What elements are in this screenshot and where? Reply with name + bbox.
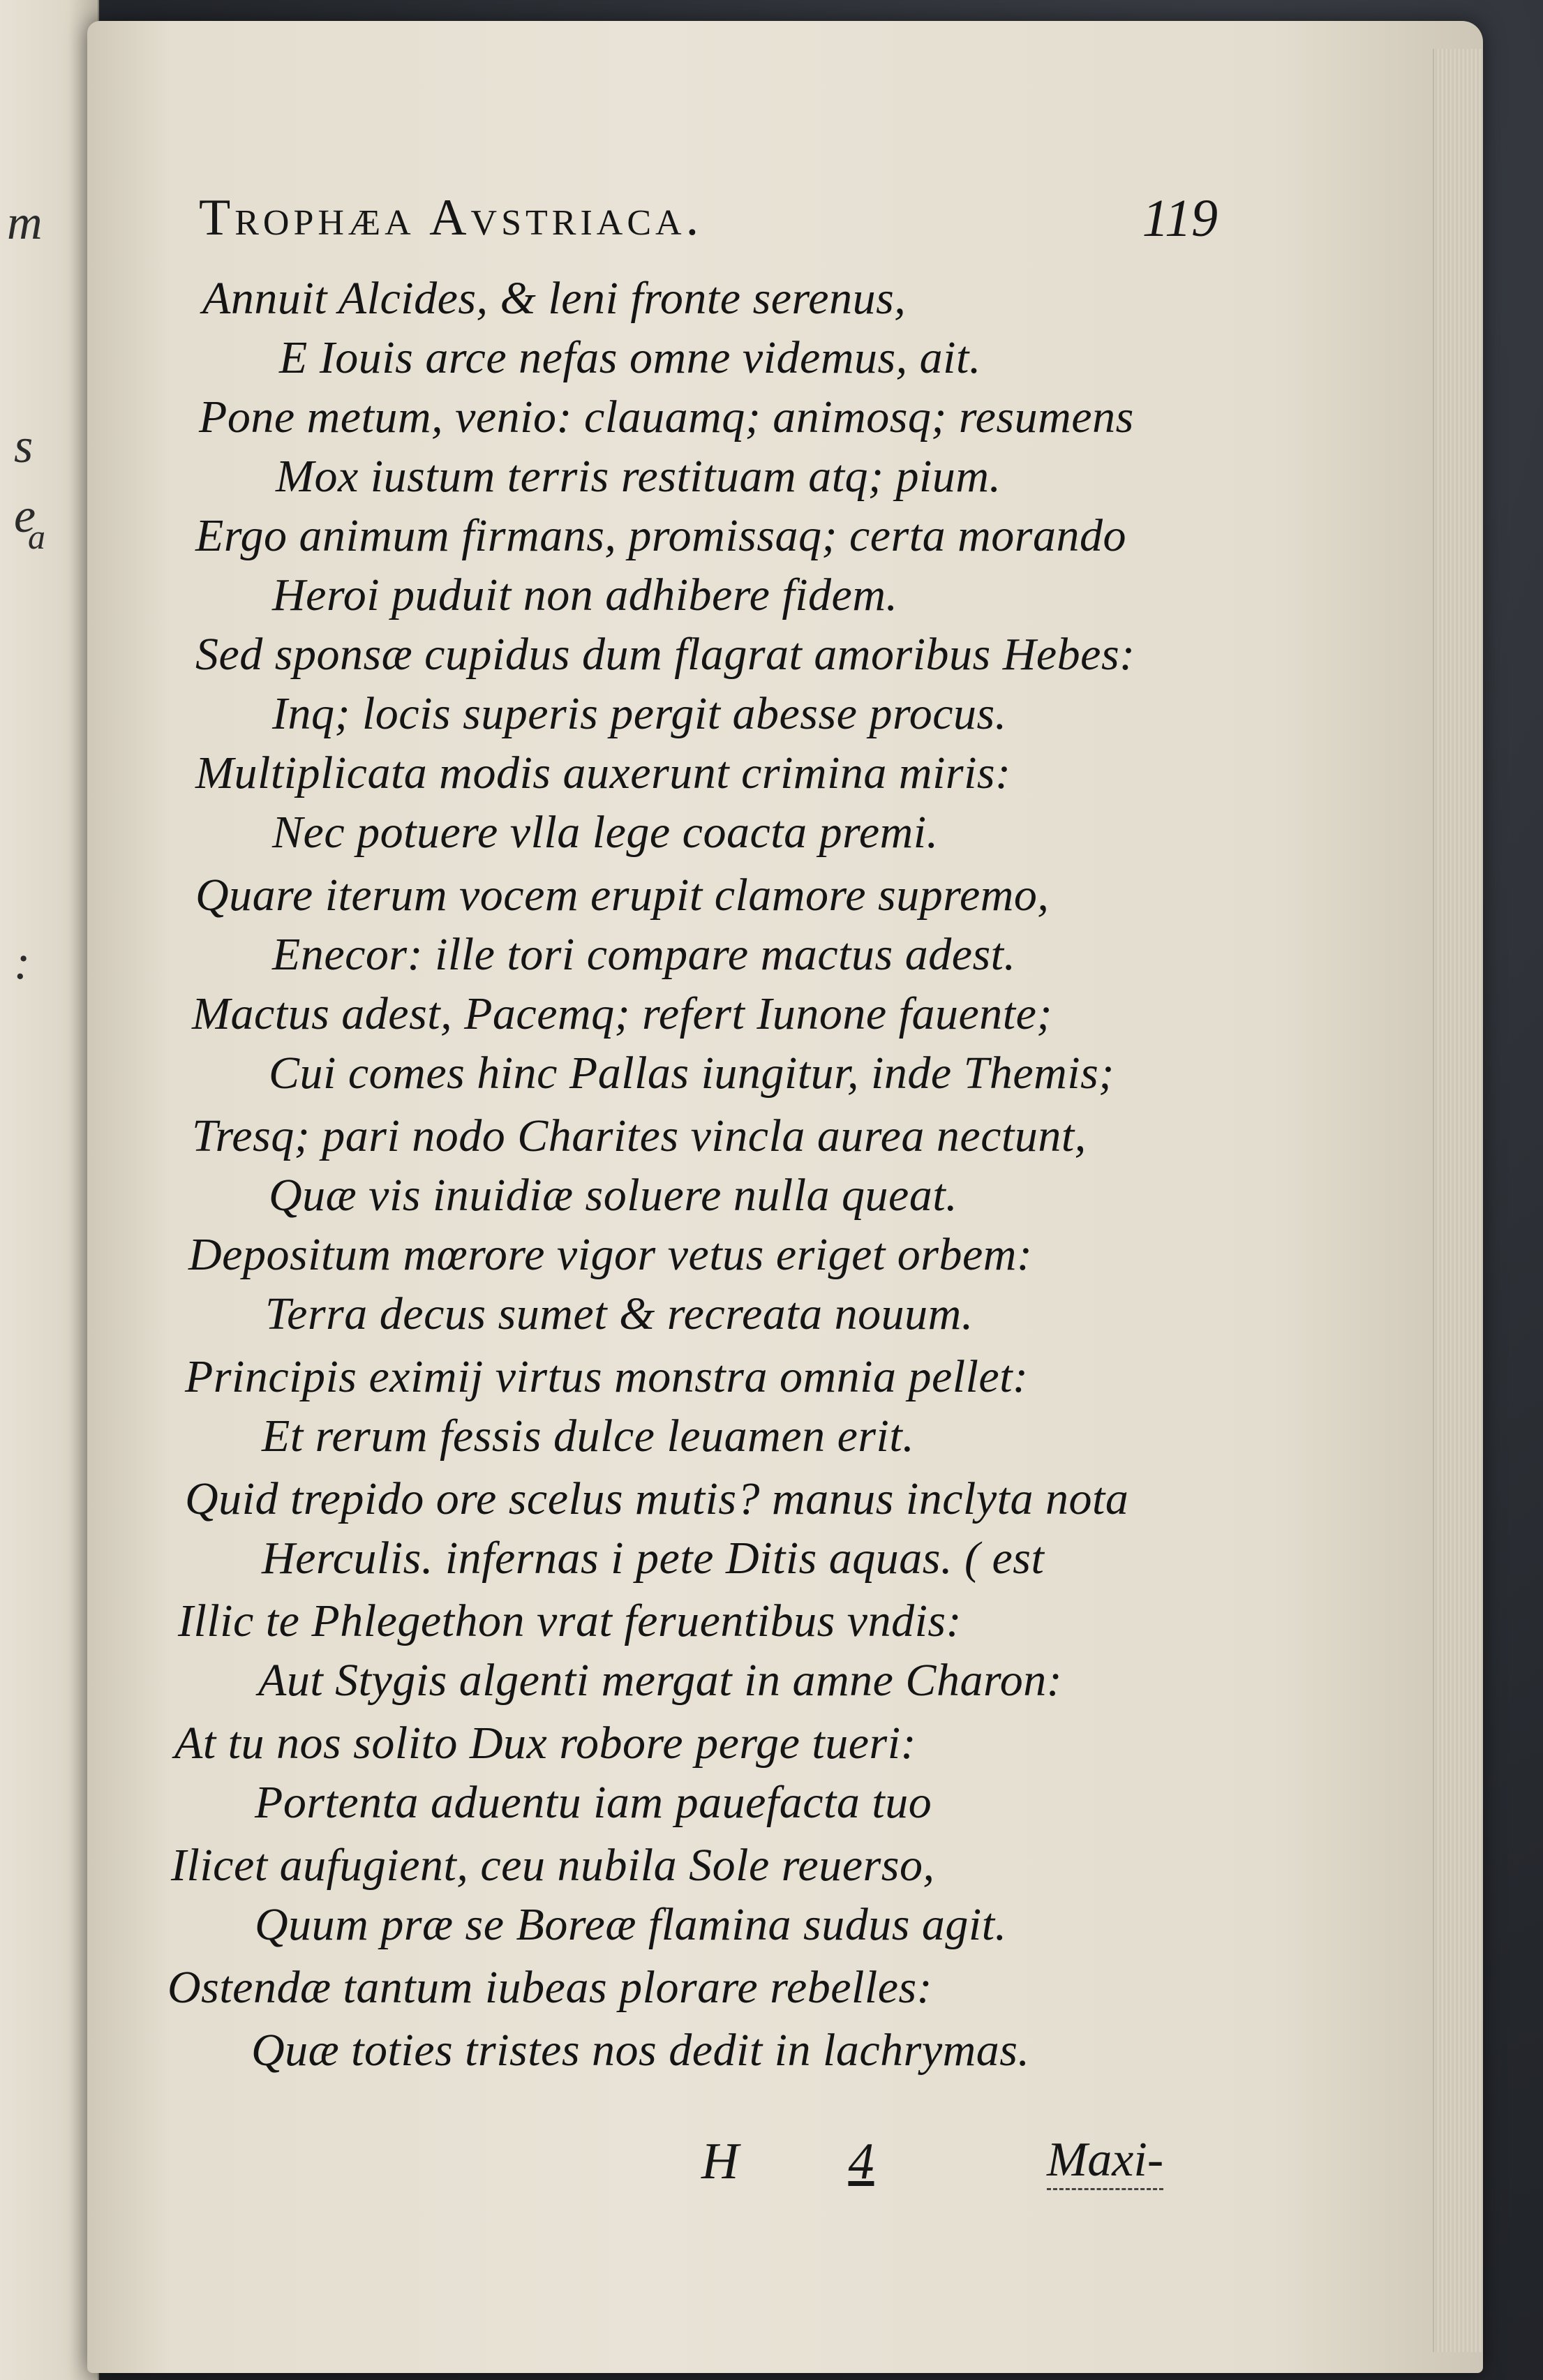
verse-line: Ilicet aufugient, ceu nubila Sole reuerso,	[171, 1840, 935, 1891]
verse-line: Cui comes hinc Pallas iungitur, inde Themis;	[269, 1048, 1115, 1099]
verse-line: Terra decus sumet & recreata nouum.	[265, 1288, 974, 1339]
verse-line: Et rerum fessis dulce leuamen erit.	[262, 1411, 915, 1462]
verse-line: Ostendæ tantum iubeas plorare rebelles:	[167, 1962, 933, 2013]
page-number: 119	[1142, 189, 1218, 248]
verse-line: Quæ vis inuidiæ soluere nulla queat.	[269, 1170, 958, 1221]
verse-line: At tu nos solito Dux robore perge tueri:	[174, 1718, 917, 1769]
verse-line: Quæ toties tristes nos dedit in lachrymas.	[251, 2025, 1030, 2076]
left-fragment: s	[14, 419, 33, 473]
left-fragment: m	[7, 196, 43, 250]
running-title: Trophæa Avstriaca.	[199, 189, 703, 246]
verse-line: Portenta aduentu iam pauefacta tuo	[255, 1777, 932, 1828]
catchword: Maxi-	[1047, 2132, 1163, 2190]
verse-line: Nec potuere vlla lege coacta premi.	[272, 807, 939, 858]
verse-line: Quid trepido ore scelus mutis? manus inclyta nota	[185, 1473, 1129, 1524]
verse-line: Annuit Alcides, & leni fronte serenus,	[202, 273, 907, 324]
left-fragment: e	[14, 489, 36, 543]
verse-line: Tresq; pari nodo Charites vincla aurea nectunt,	[192, 1110, 1087, 1161]
verse-line: Principis eximij virtus monstra omnia pellet:	[185, 1351, 1029, 1402]
left-fragment: :	[14, 936, 31, 990]
verse-line: Quare iterum vocem erupit clamore supremo,	[195, 870, 1050, 921]
signature-mark	[701, 2132, 874, 2192]
verse-line: Illic te Phlegethon vrat feruentibus vndis:	[178, 1596, 962, 1646]
signature-letter: H	[701, 2133, 739, 2190]
verse-line: Heroi puduit non adhibere fidem.	[272, 570, 898, 620]
verse-line: Multiplicata modis auxerunt crimina miris:	[195, 748, 1011, 798]
verse-line: Quum præ se Boreæ flamina sudus agit.	[255, 1899, 1007, 1950]
verse-line: E Iouis arce nefas omne videmus, ait.	[279, 332, 981, 383]
verse-line: Depositum mœrore vigor vetus eriget orbem:	[188, 1229, 1033, 1280]
verse-line: Inq; locis superis pergit abesse procus.	[272, 688, 1007, 739]
verse-line: Aut Stygis algenti mergat in amne Charon:	[258, 1655, 1063, 1706]
verse-line: Pone metum, venio: clauamq; animosq; resumens	[199, 392, 1134, 442]
verse-line: Enecor: ille tori compare mactus adest.	[272, 929, 1016, 980]
verse-line: Ergo animum firmans, promissaq; certa morando	[195, 510, 1126, 561]
verse-line: Mox iustum terris restituam atq; pium.	[276, 451, 1001, 502]
verse-line: Herculis. infernas i pete Ditis aquas. ( est	[262, 1533, 1045, 1584]
signature-number: 4	[848, 2133, 874, 2190]
verse-line: Mactus adest, Pacemq; refert Iunone fauente;	[192, 988, 1052, 1039]
left-fragment: a	[28, 517, 45, 556]
verse-line: Sed sponsæ cupidus dum flagrat amoribus Hebes:	[195, 629, 1135, 680]
